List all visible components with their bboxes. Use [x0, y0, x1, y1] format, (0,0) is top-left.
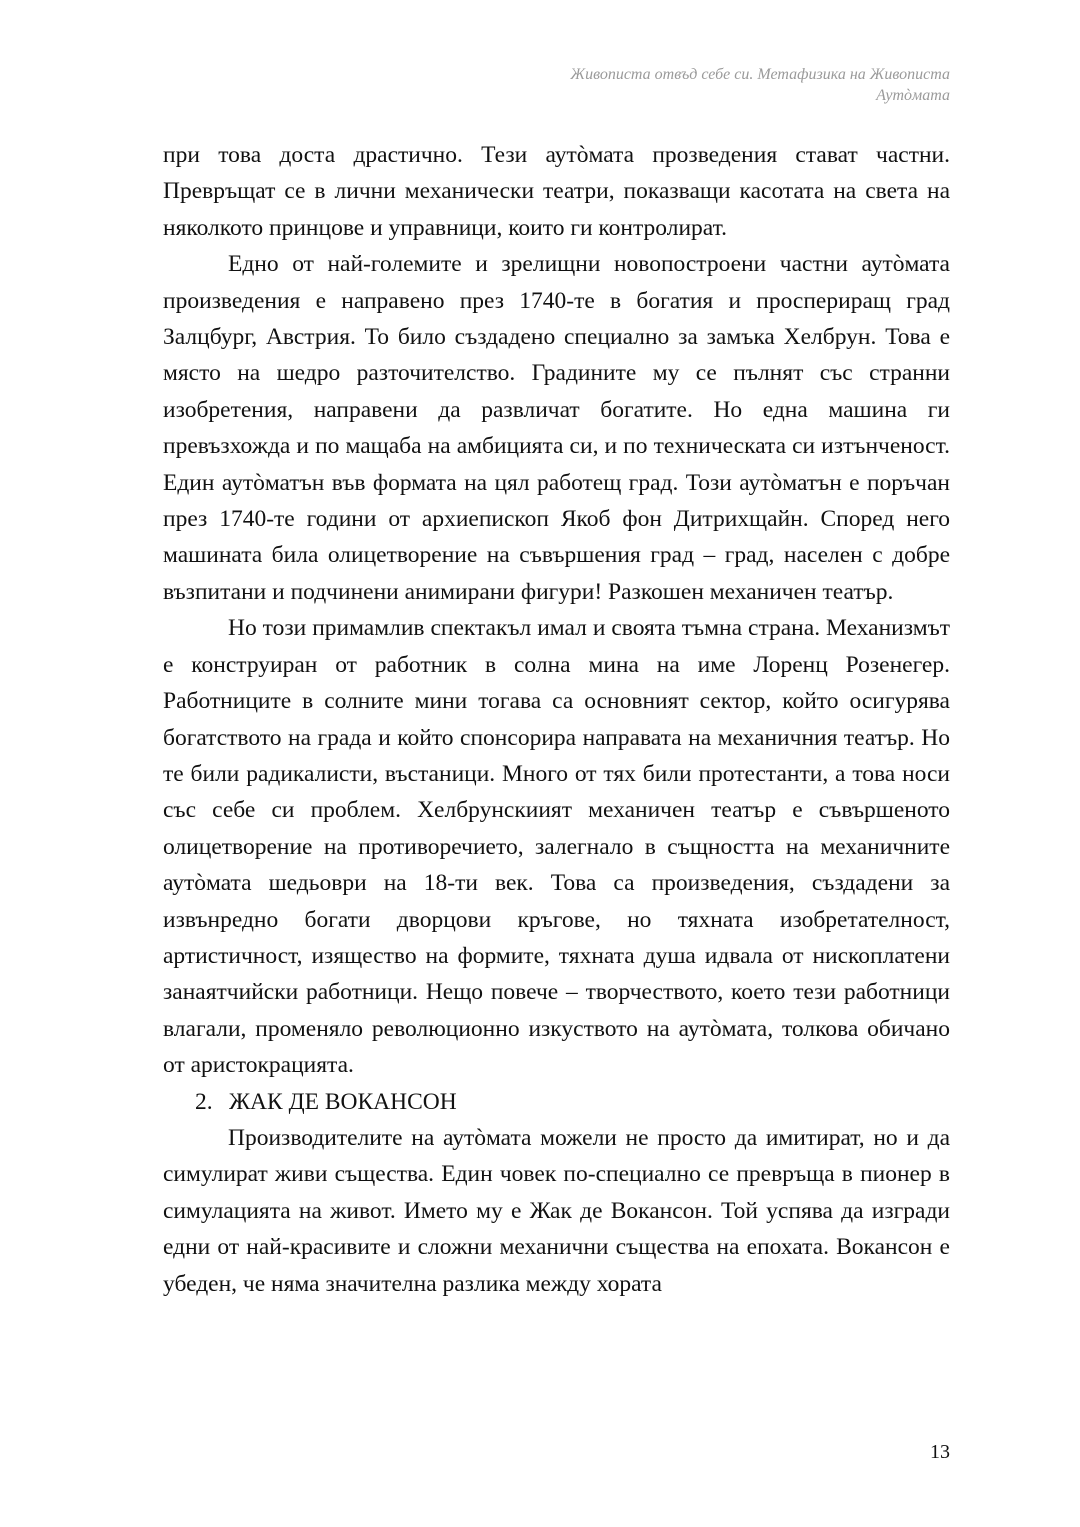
paragraph: Производителите на аутòмата можели не просто да имитират, но и да симулират живи същества. Един човек по-специално се превръща в пионер в симулацията на живот. Името му е Жак де Вокансон. Той успява да изгради едни от най-красивите и сложни механични същества на епохата. Вокансон е убеден, че няма значителна разлика между хората: [163, 1124, 950, 1297]
paragraph: Но този примамлив спектакъл имал и своята тъмна страна. Механизмът е конструиран от работник в солна мина на име Лоренц Розенегер. Работниците в солните мини тогава са основният сектор, който осигурява богатството на града и който спонсорира направата на механичния театър. Но те били радикалисти, въстаници. Много от тях били протестанти, а това носи със себе си проблем. Хелбрунскиият механичен театър е съвършеното олицетворение на противоречието, залегнало в същността на механичните аутòмата шедьоври на 18-ти век. Това са произведения, създадени за извънредно богати дворцови кръгове, но тяхната изобретателност, артистичност, изящество на формите, тяхната душа идвала от нископлатени занаятчийски работници. Нещо повече – творчеството, което тези работници влагали, променяло революционно изкуството на аутòмата, толкова обичано от аристокрацията.: [163, 615, 950, 1079]
page-body: [163, 137, 950, 1302]
paragraph: при това доста драстично. Тези аутòмата прозведения стават частни. Превръщат се в лични механически театри, показващи касотата на света на няколкото принцове и управници, които ги контролират.: [163, 142, 950, 241]
page-number: 13: [930, 1441, 950, 1463]
running-header-subtitle: Аутòмата: [876, 87, 950, 104]
paragraph: Едно от най-големите и зрелищни новопостроени частни аутòмата произведения е направено през 1740-те в богатия и проспериращ град Залцбург, Австрия. То било създадено специално за замъка Хелбрун. Това е място на шедро разточителство. Градините му се пълнят със странни изобретения, направени да развличат богатите. Но една машина ги превъзхожда и по мащаба на амбицията си, и по техническата си изтънченост. Един аутòматън във формата на цял работещ град. Този аутòматън е поръчан през 1740-те години от архиепископ Якоб фон Дитрихщайн. Според него машината била олицетворение на съвършения град – град, населен с добре възпитани и подчинени анимирани фигури! Разкошен механичен театър.: [163, 251, 950, 605]
section-heading: [163, 1084, 950, 1120]
running-header-title: Живописта отвъд себе си. Метафизика на Живописта: [570, 66, 950, 83]
running-header: [570, 64, 950, 106]
section-number: 2.: [195, 1088, 213, 1115]
section-title: ЖАК ДЕ ВОКАНСОН: [229, 1088, 457, 1115]
